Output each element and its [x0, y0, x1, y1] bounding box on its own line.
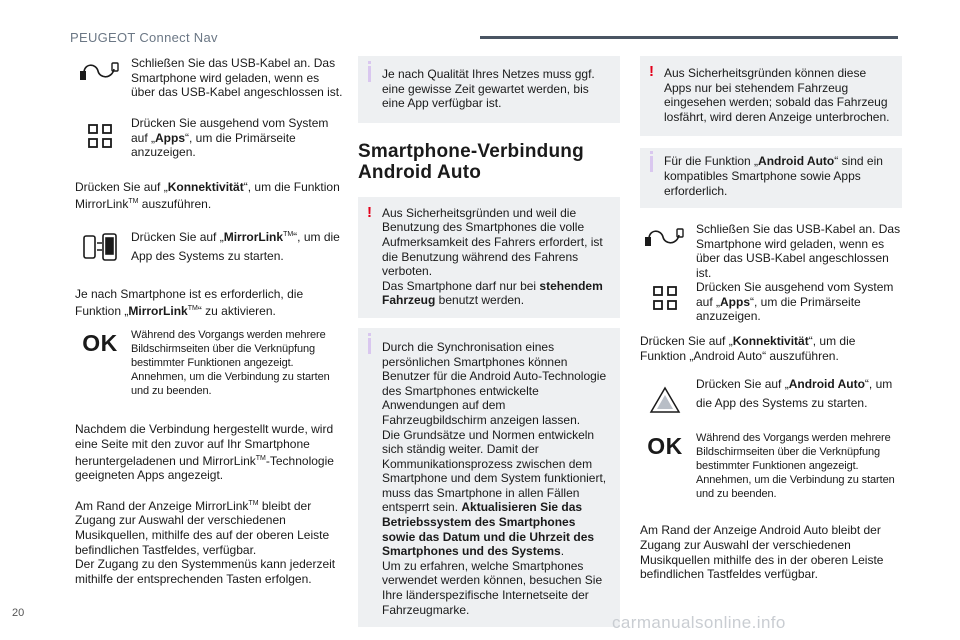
- usb-text: Schließen Sie das USB-Kabel an. Das Smartphone wird geladen, wenn es über das USB-Kabel angeschlossen ist.: [131, 56, 343, 100]
- info-android-text: Für die Funktion „Android Auto“ sind ein kompatibles Smartphone sowie Apps erforderlich.: [664, 154, 883, 198]
- apps-grid-icon: [75, 116, 125, 156]
- usb-step: [75, 56, 345, 116]
- rand-text: Am Rand der Anzeige Android Auto bleibt der Zugang zur Auswahl der verschiedenen Musikquellen mithilfe des in der oberen Leiste befindlichen Tastfeldes verfügbar.: [640, 523, 884, 582]
- mirrorlink-icon: [75, 225, 125, 271]
- sync-text: Durch die Synchronisation eines persönlichen Smartphones können Benutzer für die Android Auto-Technologie des Smartphones entwickelte Anwendungen auf dem Fahrzeugbildschirm anzeigen lassen.: [382, 339, 607, 427]
- android-auto-step: [640, 375, 902, 423]
- column-left: [75, 56, 345, 586]
- info-box-android: [640, 148, 902, 208]
- heading-line1: Smartphone-Verbindung: [358, 140, 584, 162]
- watermark: carmanualsonline.info: [612, 613, 786, 632]
- konnektivitaet-text: Drücken Sie auf „Konnektivität“, um die Funktion MirrorLink™ auszuführen.: [75, 180, 340, 211]
- header-bar: [480, 36, 898, 39]
- ok-text: Während des Vorgangs werden mehrere Bildschirmseiten über die Verknüpfung bestimmter Funktionen angezeigt. Annehmen, um die Verbindung zu starten und zu beenden.: [696, 432, 895, 501]
- grundsaetze-text: Die Grundsätze und Normen entwickeln sich ständig weiter. Damit der Kommunikationsprozess zwischen dem Smartphone und dem System funktioniert, muss das Smartphone in allen Fällen entsperrt sein. Aktualisieren Sie das Betriebssystem des Smartphones sowie das Datum und die Uhrzeit des Smartphones und des Systems.: [382, 427, 607, 559]
- page-number: 20: [12, 607, 25, 619]
- section-heading: [358, 141, 620, 183]
- usb-cable-icon: [75, 56, 125, 86]
- zugang-text: Der Zugang zu den Systemmenüs kann jederzeit mithilfe der entsprechenden Tasten erfolgen.: [75, 557, 336, 586]
- info-box-sync: [358, 328, 620, 627]
- ok-step: [640, 431, 902, 513]
- info-icon: [368, 66, 371, 82]
- mirrorlink-step: [75, 225, 345, 271]
- warning-icon: !: [367, 203, 372, 221]
- apps-step: [75, 116, 345, 168]
- warning-box-driving: [358, 197, 620, 318]
- column-right: [640, 56, 902, 582]
- ok-step: [75, 328, 345, 408]
- ok-text: Während des Vorgangs werden mehrere Bildschirmseiten über die Verknüpfung bestimmter Funktionen angezeigt. Annehmen, um die Verbindung zu starten und zu beenden.: [131, 329, 330, 398]
- apps-step: [640, 280, 902, 328]
- info-network-text: Je nach Qualität Ihres Netzes muss ggf. eine gewisse Zeit gewartet werden, bis eine App verfügbar ist.: [382, 67, 595, 111]
- apps-text: Drücken Sie ausgehend vom System auf „Apps“, um die Primärseite anzuzeigen.: [131, 116, 329, 160]
- apps-grid-icon: [640, 280, 690, 316]
- konnektivitaet-text: Drücken Sie auf „Konnektivität“, um die Funktion „Android Auto“ auszuführen.: [640, 334, 856, 363]
- smartphones-text: Um zu erfahren, welche Smartphones verwendet werden können, besuchen Sie Ihre länderspezifische Internetseite der Fahrzeugmarke.: [382, 558, 603, 617]
- page-header: [0, 0, 960, 44]
- info-icon: [368, 338, 371, 354]
- je-nach-text: Je nach Smartphone ist es erforderlich, die Funktion „MirrorLink™“ zu aktivieren.: [75, 287, 304, 318]
- ok-icon: OK: [647, 433, 683, 460]
- info-icon: [650, 156, 653, 172]
- usb-step: [640, 222, 902, 280]
- mirrorlink-text: Drücken Sie auf „MirrorLink™“, um die App des Systems zu starten.: [131, 230, 340, 264]
- nach-verbindung-text: Nachdem die Verbindung hergestellt wurde, wird eine Seite mit den zuvor auf Ihr Smartphone heruntergeladenen und MirrorLink™-Technologie geeigneten Apps angezeigt.: [75, 422, 334, 483]
- warning-icon: !: [649, 63, 654, 80]
- android-auto-icon: [640, 375, 690, 425]
- warning-stehend-text: Das Smartphone darf nur bei stehendem Fahrzeug benutzt werden.: [382, 278, 603, 308]
- heading-line2: Android Auto: [358, 161, 482, 183]
- usb-cable-icon: [640, 222, 690, 252]
- info-box-network: [358, 56, 620, 123]
- ok-icon: OK: [82, 330, 118, 357]
- usb-text: Schließen Sie das USB-Kabel an. Das Smartphone wird geladen, wenn es über das USB-Kabel angeschlossen ist.: [696, 222, 901, 280]
- column-middle: [358, 56, 620, 627]
- android-auto-text: Drücken Sie auf „Android Auto“, um die App des Systems zu starten.: [696, 377, 893, 411]
- warning-apps-text: Aus Sicherheitsgründen können diese Apps nur bei stehendem Fahrzeug eingesehen werden; sobald das Fahrzeug losfährt, wird deren Anzeige unterbrochen.: [664, 66, 890, 124]
- header-title: PEUGEOT Connect Nav: [70, 30, 218, 45]
- warning-text: Aus Sicherheitsgründen und weil die Benutzung des Smartphones die volle Aufmerksamkeit des Fahrers erfordert, ist die Benutzung während des Fahrens verboten.: [382, 205, 603, 279]
- rand-text: Am Rand der Anzeige MirrorLink™ bleibt der Zugang zur Auswahl der verschiedenen Musikquellen, mithilfe des auf der oberen Leiste befindlichen Tastfeldes, verfügbar.: [75, 498, 330, 557]
- warning-box-apps: [640, 56, 902, 136]
- apps-text: Drücken Sie ausgehend vom System auf „Apps“, um die Primärseite anzuzeigen.: [696, 280, 894, 324]
